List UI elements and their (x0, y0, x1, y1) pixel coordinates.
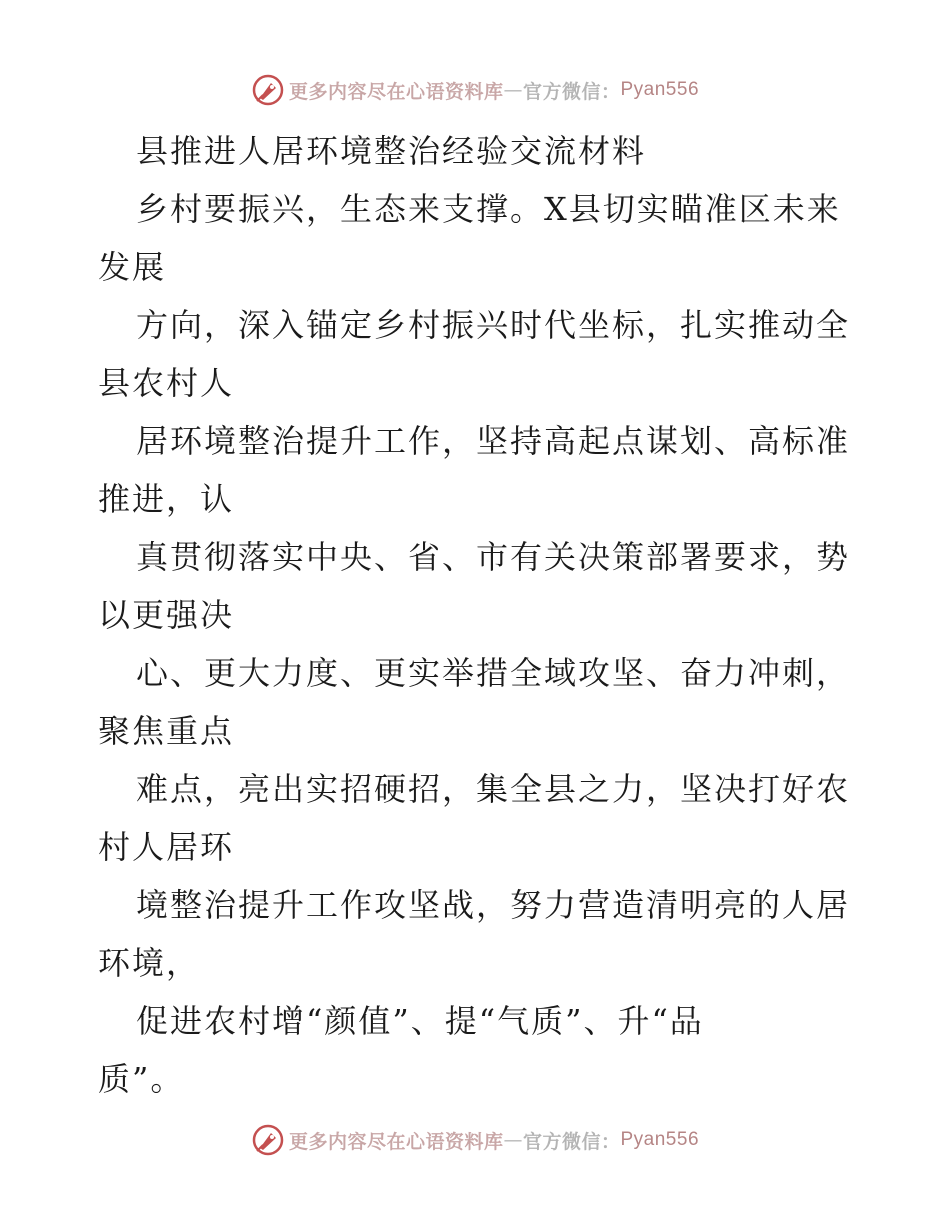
banner-wechat-label: 官方微信： (522, 1130, 621, 1153)
header-watermark-banner (0, 70, 950, 110)
pen-nib-logo-icon (251, 73, 285, 107)
text-line: 发展 (98, 248, 167, 286)
banner-text: 更多内容尽在心语资料库 (288, 1130, 504, 1153)
banner-wechat-id: Pyan556 (620, 79, 700, 100)
banner-text: 更多内容尽在心语资料库 (288, 80, 504, 103)
text-line: 以更强决 (98, 596, 235, 634)
text-line: 促进农村增“颜值”、提“气质”、升“品 (136, 1002, 704, 1040)
text-line: 质”。 (98, 1060, 185, 1098)
text-line: 难点，亮出实招硬招，集全县之力，坚决打好农 (136, 770, 851, 808)
banner-wechat-label: 官方微信： (522, 80, 621, 103)
text-line: 县推进人居环境整治经验交流材料 (136, 132, 647, 170)
footer-watermark-banner (0, 1120, 950, 1160)
text-line: 环境， (98, 944, 201, 982)
text-line: 推进，认 (98, 480, 235, 518)
banner-dash: — (503, 79, 523, 101)
text-line: 境整治提升工作攻坚战，努力营造清明亮的人居 (136, 886, 851, 924)
pen-nib-logo-icon (251, 1123, 285, 1157)
text-line: 乡村要振兴，生态来支撑。X县切实瞄准区未来 (136, 190, 841, 228)
text-line: 县农村人 (98, 364, 235, 402)
text-line: 真贯彻落实中央、省、市有关决策部署要求，势 (136, 538, 851, 576)
text-line: 心、更大力度、更实举措全域攻坚、奋力冲刺， (136, 654, 851, 692)
text-line: 居环境整治提升工作，坚持高起点谋划、高标准 (136, 422, 851, 460)
text-line: 方向，深入锚定乡村振兴时代坐标，扎实推动全 (136, 306, 851, 344)
banner-wechat-id: Pyan556 (620, 1129, 700, 1150)
text-line: 村人居环 (98, 828, 235, 866)
text-line: 聚焦重点 (98, 712, 235, 750)
document-body (98, 122, 868, 1108)
banner-dash: — (503, 1129, 523, 1151)
